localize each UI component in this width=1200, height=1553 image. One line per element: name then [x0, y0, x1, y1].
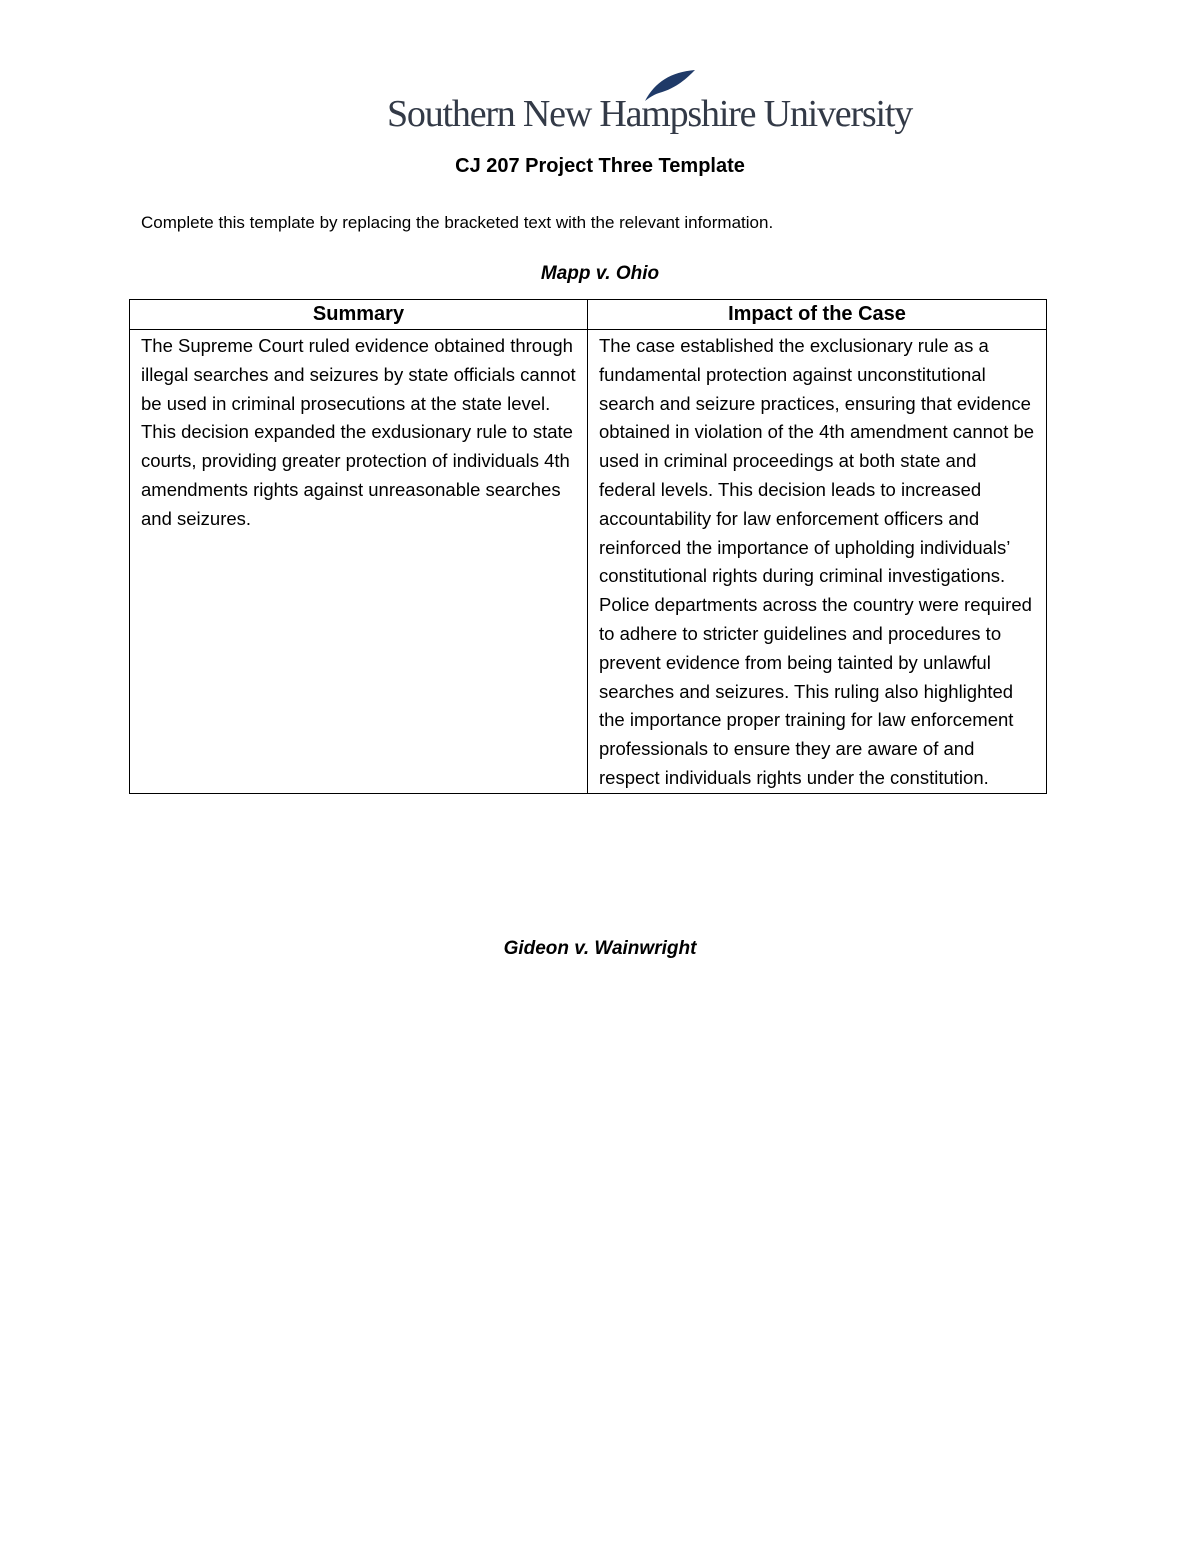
- case-heading-mapp: Mapp v. Ohio: [540, 263, 660, 284]
- case-heading-gideon: Gideon v. Wainwright: [503, 938, 697, 959]
- table-row: [130, 330, 1047, 794]
- summary-cell: [130, 330, 588, 794]
- document-title: CJ 207 Project Three Template: [455, 155, 745, 177]
- summary-text: The Supreme Court ruled evidence obtained through illegal searches and seizures by state officials cannot be used in criminal prosecutions at the state level. This decision expanded the exdusionary rule to state courts, providing greater protection of individuals 4th amendments rights against unreasonable searches and seizures.: [141, 335, 576, 529]
- university-logo: [385, 68, 913, 140]
- table-header-row: [130, 300, 1047, 330]
- instructions-text: Complete this template by replacing the bracketed text with the relevant information.: [141, 213, 774, 232]
- impact-cell: [588, 330, 1047, 794]
- impact-column-header: Impact of the Case: [588, 300, 1047, 330]
- impact-paragraph: Police departments across the country were required to adhere to stricter guidelines and procedures to prevent evidence from being tainted by unlawful searches and seizures. This ruling also highlighted the importance proper training for law enforcement professionals to ensure they are aware of and respect individuals rights under the constitution.: [599, 594, 1032, 788]
- summary-column-header: Summary: [130, 300, 588, 330]
- logo-text: Southern New Hampshire University: [387, 93, 913, 135]
- impact-paragraph: The case established the exclusionary rule as a fundamental protection against unconstitutional search and seizure practices, ensuring that evidence obtained in violation of the 4th amendment cannot be used in criminal proceedings at both state and federal levels. This decision leads to increased accountability for law enforcement officers and reinforced the importance of upholding individuals’ constitutional rights during criminal investigations.: [599, 335, 1035, 587]
- case-table: [129, 299, 1047, 794]
- leaf-icon: [641, 68, 697, 102]
